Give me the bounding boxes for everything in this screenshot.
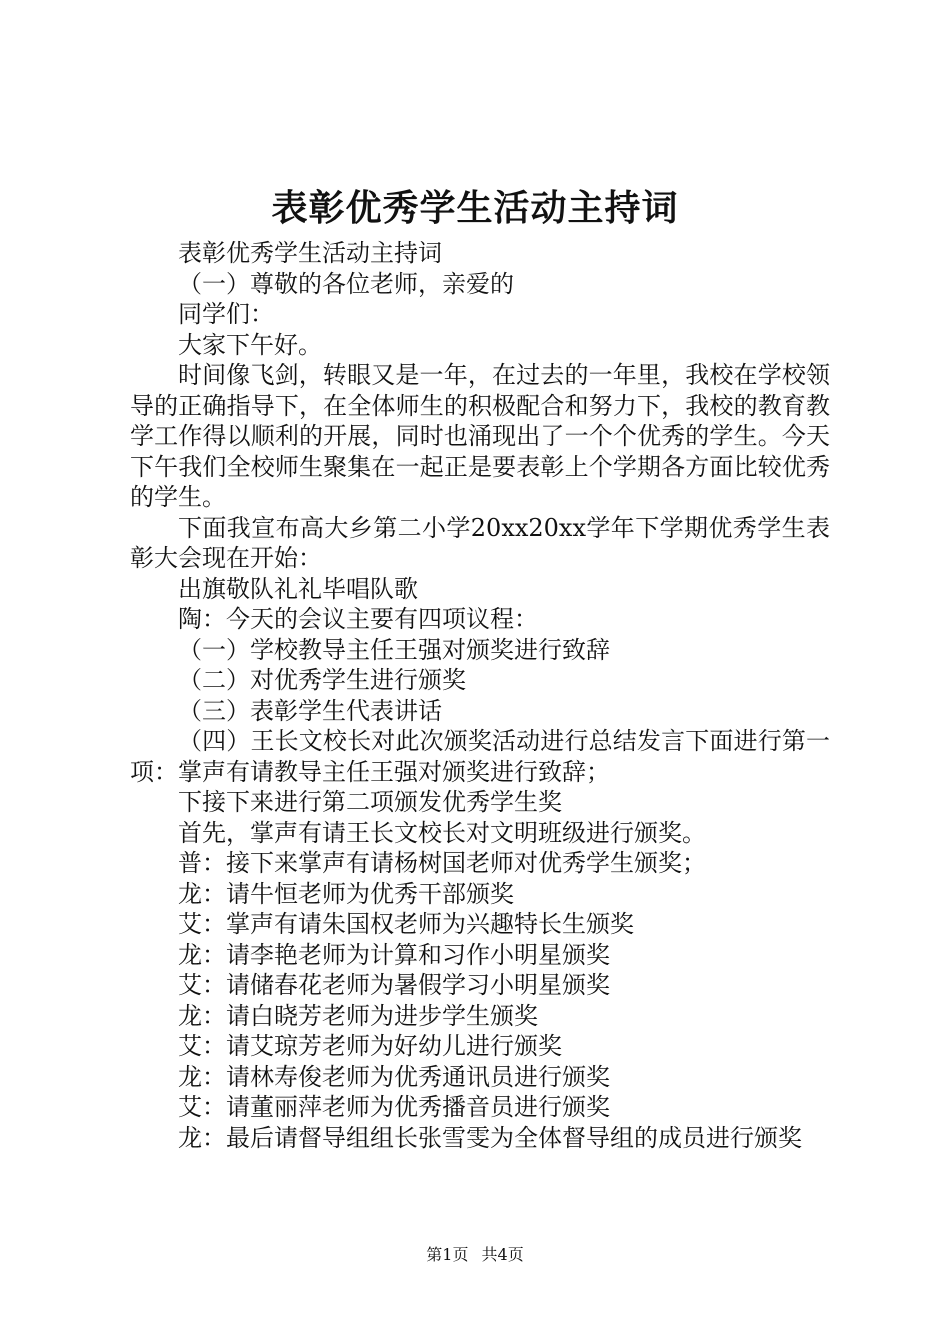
paragraph: （二）对优秀学生进行颁奖 [178, 666, 466, 694]
paragraph: 陶：今天的会议主要有四项议程： [178, 605, 538, 633]
paragraph: 艾：请董丽萍老师为优秀播音员进行颁奖 [178, 1093, 610, 1121]
paragraph: （一）尊敬的各位老师，亲爱的 [178, 269, 514, 298]
paragraph: 龙：请白晓芳老师为进步学生颁奖 [178, 1001, 538, 1030]
page-total: 共4页 [481, 1245, 524, 1264]
paragraph: 艾：掌声有请朱国权老师为兴趣特长生颁奖 [178, 910, 634, 938]
paragraph: 出旗敬队礼礼毕唱队歌 [178, 574, 418, 603]
paragraph: 时间像飞剑，转眼又是一年，在过去的一年里，我校在学校领导的正确指导下，在全体师生的积极配合和努力下，我校的教育教学工作得以顺利的开展，同时也涌现出了一个个优秀的学生。今天下午我们全校师生聚集在一起正是要表彰上个学期各方面比较优秀的学生。 [130, 361, 830, 511]
paragraph: 普：接下来掌声有请杨树国老师对优秀学生颁奖； [178, 849, 706, 877]
paragraph: 同学们： [178, 300, 274, 328]
paragraph: 表彰优秀学生活动主持词 [178, 239, 442, 267]
document-body [130, 238, 830, 1153]
page-number: 第1页 [426, 1245, 469, 1264]
paragraph: （四）王长文校长对此次颁奖活动进行总结发言下面进行第一项：掌声有请教导主任王强对颁奖进行致辞； [130, 727, 830, 786]
paragraph: 艾：请储春花老师为暑假学习小明星颁奖 [178, 971, 610, 999]
paragraph: 龙：请林寿俊老师为优秀通讯员进行颁奖 [178, 1062, 610, 1091]
paragraph: 首先，掌声有请王长文校长对文明班级进行颁奖。 [178, 818, 706, 847]
document-title: 表彰优秀学生活动主持词 [271, 187, 679, 229]
paragraph: （三）表彰学生代表讲话 [178, 696, 442, 725]
paragraph: 龙：最后请督导组组长张雪雯为全体督导组的成员进行颁奖 [178, 1123, 802, 1152]
page-footer [0, 1244, 950, 1266]
paragraph: 艾：请艾琼芳老师为好幼儿进行颁奖 [178, 1032, 562, 1060]
paragraph: 下面我宣布高大乡第二小学20xx20xx学年下学期优秀学生表彰大会现在开始： [130, 513, 830, 572]
paragraph: 大家下午好。 [178, 330, 322, 359]
paragraph: 龙：请李艳老师为计算和习作小明星颁奖 [178, 940, 610, 969]
paragraph: 下接下来进行第二项颁发优秀学生奖 [178, 788, 562, 816]
paragraph: 龙：请牛恒老师为优秀干部颁奖 [178, 879, 514, 908]
paragraph: （一）学校教导主任王强对颁奖进行致辞 [178, 635, 610, 664]
